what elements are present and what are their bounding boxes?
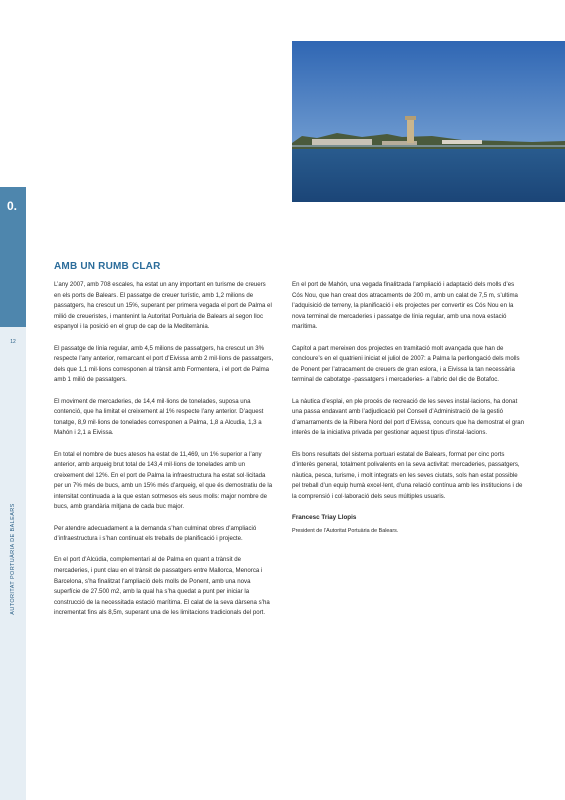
page-number: 12 (10, 339, 16, 345)
chapter-tab (0, 187, 26, 327)
paragraph: Els bons resultats del sistema portuari estatal de Balears, format per cinc ports d’interès general, totalment polivalents en la seva activitat: mercaderies, passatgers, nàutica, pesca, turisme, i molt integrats en les seves ciutats, sols han estat possible pel treball d’un equip humà excel·lent, d’una relació contínua amb les institucions i de la comprensió i col·laboració dels seus múltiples usuaris. (292, 450, 523, 500)
running-title: AUTORITAT PORTUÀRIA DE BALEARS (10, 503, 16, 615)
paragraph: L’any 2007, amb 708 escales, ha estat un any important en turisme de creuers en els ports de Balears. El passatge de creuer turístic, amb 1,2 milions de passatgers, ha crescut un 15%, superant per primera vegada el port de Palma el milió de creueristes, i mantenint la Autoritat Portuària de Balears al segon lloc espanyol i la posició en el grup de cap de la Mediterrània. (54, 281, 272, 331)
chapter-number: 0. (7, 199, 18, 213)
harbor-photo (292, 41, 565, 202)
signature-name: Francesc Triay Llopis (292, 514, 357, 522)
paragraph: En total el nombre de bucs atesos ha estat de 11,469, un 1% superior a l’any anterior, amb arqueig brut total de 143,4 mil·lions de tonelades amb un creixement del 12%. En el port de Palma la infraestructura ha estat sol·licitada per un 7% més de bucs, amb un 15% més d’arqueig, el que és demostratiu de la intensitat continuada a la que estan sotmesos els seus molls: major nombre de bucs, amb grandària mitjana de cada buc major. (54, 450, 273, 511)
paragraph: El passatge de línia regular, amb 4,5 milions de passatgers, ha crescut un 3% respecte l’any anterior, remarcant el port d’Eivissa amb 2 mil·lions de passatgers, dels que 1,1 mil·lions corresponen al trànsit amb Formentera, i el port de Palma amb 1 milió de passatgers. (54, 344, 274, 384)
paragraph: Capítol a part mereixen dos projectes en tramitació molt avançada que han de concloure’s en el quatrieni iniciat el juliol de 2007: a Palma la perllongació dels molls de Ponent per l’atracament de creuers de gran eslora, i a Eivissa la tan necessària terminal de cabotatge -passatgers i mercaderies- a l’abric del dic de Botafoc. (292, 344, 520, 384)
harbor-photo-graphic (292, 41, 565, 202)
sidebar (0, 187, 26, 800)
article-heading: AMB UN RUMB CLAR (54, 261, 161, 272)
right-column (292, 280, 524, 536)
paragraph: En el port d’Alcúdia, complementari al de Palma en quant a trànsit de mercaderies, i punt clau en el trànsit de passatgers entre Mallorca, Menorca i Barcelona, s’ha finalitzat l’ampliació dels molls de Ponent, amb una nova superfície de 27.500 m2, amb la qual ha s’ha quedat a punt per iniciar la construcció de la necessitada estació marítima. El calat de la seva dàrsena s’ha incrementat fins als 8,5m, superant una de les limitacions tradicionals del port. (54, 556, 270, 617)
paragraph: En el port de Mahón, una vegada finalitzada l’ampliació i adaptació dels molls d’es Cós Nou, que han creat dos atracaments de 200 m, amb un calat de 7,5 m, s’ultima l’adquisició de terreny, la planificació i els projectes per convertir es Cós Nou en la nova terminal de mercaderies i passatge de línia regular, amb una nova estació marítima. (292, 281, 518, 331)
left-column (54, 280, 274, 630)
signature-role: President de l’Autoritat Portuària de Balears. (292, 527, 399, 534)
paragraph: La nàutica d’esplai, en ple procés de recreació de les seves instal·lacions, ha donat una passa endavant amb l’adjudicació pel Consell d’Administració de la gestió d’amarraments de la Ribera Nord del port d’Eivissa, concurs que ha demostrat el gran interès de la iniciativa privada per gestionar aquest tipus d’instal·lacions. (292, 397, 525, 437)
sidebar-strip (0, 327, 26, 800)
paragraph: Per atendre adecuadament a la demanda s’han culminat obres d’ampliació d’infraestructura i s’han continuat els treballs de planificació i projecte. (54, 524, 257, 543)
paragraph: El moviment de mercaderies, de 14,4 mil·lions de tonelades, suposa una contenció, que ha limitat el creixement al 1% respecte l’any anterior. D’aquest tonatge, 8,9 mil·lions de tonelades corresponen a Palma, 1,8 a Alcudia, 1,3 a Mahón i 2,1 a Eivissa. (54, 397, 264, 437)
